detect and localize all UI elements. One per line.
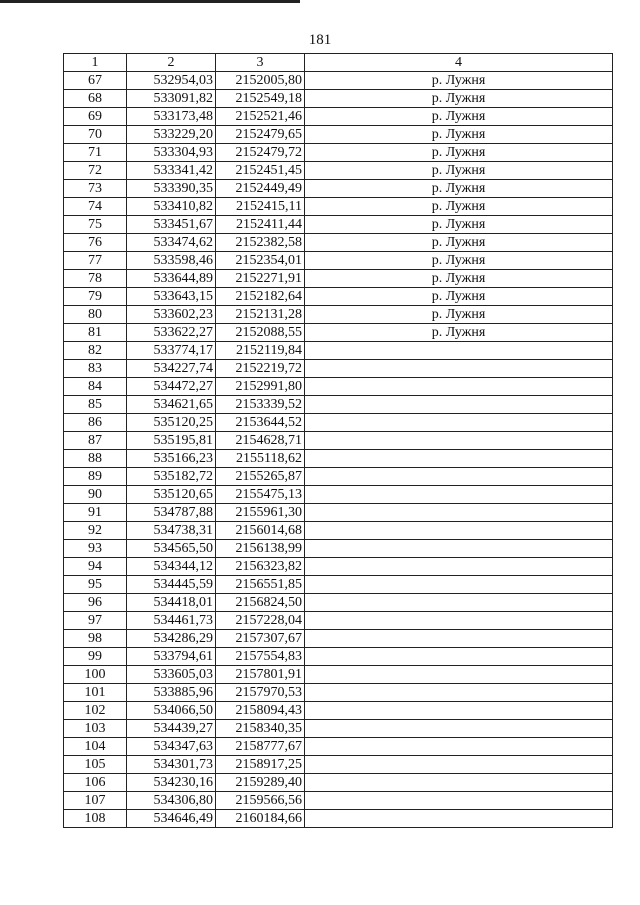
x-coordinate-cell: 534230,16	[127, 774, 216, 792]
note-cell	[305, 540, 613, 558]
note-cell	[305, 558, 613, 576]
column-header-3: 3	[216, 54, 305, 72]
y-coordinate-cell: 2155475,13	[216, 486, 305, 504]
x-coordinate-cell: 535166,23	[127, 450, 216, 468]
point-number-cell: 69	[64, 108, 127, 126]
y-coordinate-cell: 2152451,45	[216, 162, 305, 180]
note-cell	[305, 774, 613, 792]
table-row	[64, 756, 613, 774]
y-coordinate-cell: 2159566,56	[216, 792, 305, 810]
x-coordinate-cell: 534646,49	[127, 810, 216, 828]
x-coordinate-cell: 535120,25	[127, 414, 216, 432]
point-number-cell: 85	[64, 396, 127, 414]
note-cell	[305, 360, 613, 378]
table-row	[64, 792, 613, 810]
x-coordinate-cell: 533229,20	[127, 126, 216, 144]
x-coordinate-cell: 533602,23	[127, 306, 216, 324]
point-number-cell: 98	[64, 630, 127, 648]
point-number-cell: 97	[64, 612, 127, 630]
y-coordinate-cell: 2158094,43	[216, 702, 305, 720]
point-number-cell: 103	[64, 720, 127, 738]
table-row	[64, 486, 613, 504]
point-number-cell: 75	[64, 216, 127, 234]
point-number-cell: 105	[64, 756, 127, 774]
note-cell: р. Лужня	[305, 234, 613, 252]
note-cell: р. Лужня	[305, 216, 613, 234]
note-cell	[305, 504, 613, 522]
note-cell: р. Лужня	[305, 162, 613, 180]
note-cell	[305, 342, 613, 360]
x-coordinate-cell: 534787,88	[127, 504, 216, 522]
column-header-1: 1	[64, 54, 127, 72]
note-cell: р. Лужня	[305, 324, 613, 342]
table-row	[64, 432, 613, 450]
y-coordinate-cell: 2156824,50	[216, 594, 305, 612]
x-coordinate-cell: 534461,73	[127, 612, 216, 630]
x-coordinate-cell: 534301,73	[127, 756, 216, 774]
table-row	[64, 720, 613, 738]
y-coordinate-cell: 2157307,67	[216, 630, 305, 648]
table-row	[64, 468, 613, 486]
point-number-cell: 101	[64, 684, 127, 702]
table-row	[64, 504, 613, 522]
y-coordinate-cell: 2152382,58	[216, 234, 305, 252]
note-cell	[305, 612, 613, 630]
point-number-cell: 70	[64, 126, 127, 144]
table-row	[64, 648, 613, 666]
x-coordinate-cell: 533173,48	[127, 108, 216, 126]
note-cell: р. Лужня	[305, 72, 613, 90]
note-cell	[305, 576, 613, 594]
table-row	[64, 144, 613, 162]
y-coordinate-cell: 2152182,64	[216, 288, 305, 306]
y-coordinate-cell: 2157801,91	[216, 666, 305, 684]
point-number-cell: 99	[64, 648, 127, 666]
table-row	[64, 450, 613, 468]
table-row	[64, 612, 613, 630]
y-coordinate-cell: 2154628,71	[216, 432, 305, 450]
note-cell	[305, 720, 613, 738]
table-row	[64, 234, 613, 252]
x-coordinate-cell: 535195,81	[127, 432, 216, 450]
x-coordinate-cell: 534445,59	[127, 576, 216, 594]
point-number-cell: 108	[64, 810, 127, 828]
table-row	[64, 324, 613, 342]
table-header-row	[64, 54, 613, 72]
page-number: 181	[308, 32, 332, 48]
x-coordinate-cell: 534418,01	[127, 594, 216, 612]
note-cell: р. Лужня	[305, 252, 613, 270]
table-row	[64, 342, 613, 360]
point-number-cell: 72	[64, 162, 127, 180]
note-cell: р. Лужня	[305, 306, 613, 324]
point-number-cell: 78	[64, 270, 127, 288]
point-number-cell: 94	[64, 558, 127, 576]
point-number-cell: 96	[64, 594, 127, 612]
note-cell	[305, 684, 613, 702]
point-number-cell: 93	[64, 540, 127, 558]
x-coordinate-cell: 533794,61	[127, 648, 216, 666]
note-cell: р. Лужня	[305, 126, 613, 144]
x-coordinate-cell: 534621,65	[127, 396, 216, 414]
table-row	[64, 360, 613, 378]
y-coordinate-cell: 2155265,87	[216, 468, 305, 486]
y-coordinate-cell: 2152479,72	[216, 144, 305, 162]
point-number-cell: 68	[64, 90, 127, 108]
point-number-cell: 74	[64, 198, 127, 216]
note-cell	[305, 702, 613, 720]
y-coordinate-cell: 2157970,53	[216, 684, 305, 702]
point-number-cell: 67	[64, 72, 127, 90]
table-row	[64, 162, 613, 180]
y-coordinate-cell: 2158777,67	[216, 738, 305, 756]
x-coordinate-cell: 534227,74	[127, 360, 216, 378]
y-coordinate-cell: 2155961,30	[216, 504, 305, 522]
point-number-cell: 76	[64, 234, 127, 252]
note-cell	[305, 666, 613, 684]
point-number-cell: 84	[64, 378, 127, 396]
table-row	[64, 378, 613, 396]
table-row	[64, 216, 613, 234]
y-coordinate-cell: 2152088,55	[216, 324, 305, 342]
note-cell	[305, 432, 613, 450]
table-row	[64, 108, 613, 126]
column-header-4: 4	[305, 54, 613, 72]
point-number-cell: 87	[64, 432, 127, 450]
x-coordinate-cell: 533304,93	[127, 144, 216, 162]
x-coordinate-cell: 533474,62	[127, 234, 216, 252]
table-row	[64, 540, 613, 558]
y-coordinate-cell: 2160184,66	[216, 810, 305, 828]
x-coordinate-cell: 534344,12	[127, 558, 216, 576]
note-cell: р. Лужня	[305, 108, 613, 126]
point-number-cell: 71	[64, 144, 127, 162]
point-number-cell: 100	[64, 666, 127, 684]
y-coordinate-cell: 2152271,91	[216, 270, 305, 288]
x-coordinate-cell: 533451,67	[127, 216, 216, 234]
y-coordinate-cell: 2152119,84	[216, 342, 305, 360]
x-coordinate-cell: 533605,03	[127, 666, 216, 684]
note-cell: р. Лужня	[305, 90, 613, 108]
note-cell: р. Лужня	[305, 198, 613, 216]
table-row	[64, 252, 613, 270]
x-coordinate-cell: 535120,65	[127, 486, 216, 504]
point-number-cell: 88	[64, 450, 127, 468]
point-number-cell: 79	[64, 288, 127, 306]
point-number-cell: 89	[64, 468, 127, 486]
note-cell	[305, 792, 613, 810]
table-row	[64, 396, 613, 414]
point-number-cell: 83	[64, 360, 127, 378]
x-coordinate-cell: 534347,63	[127, 738, 216, 756]
table-body	[64, 72, 613, 828]
note-cell	[305, 522, 613, 540]
x-coordinate-cell: 533643,15	[127, 288, 216, 306]
y-coordinate-cell: 2156323,82	[216, 558, 305, 576]
x-coordinate-cell: 532954,03	[127, 72, 216, 90]
note-cell	[305, 756, 613, 774]
x-coordinate-cell: 533622,27	[127, 324, 216, 342]
x-coordinate-cell: 533091,82	[127, 90, 216, 108]
column-header-2: 2	[127, 54, 216, 72]
x-coordinate-cell: 533598,46	[127, 252, 216, 270]
table-row	[64, 558, 613, 576]
note-cell	[305, 810, 613, 828]
table-row	[64, 270, 613, 288]
y-coordinate-cell: 2152991,80	[216, 378, 305, 396]
point-number-cell: 73	[64, 180, 127, 198]
y-coordinate-cell: 2152005,80	[216, 72, 305, 90]
table-row	[64, 126, 613, 144]
point-number-cell: 81	[64, 324, 127, 342]
x-coordinate-cell: 533774,17	[127, 342, 216, 360]
point-number-cell: 92	[64, 522, 127, 540]
x-coordinate-cell: 535182,72	[127, 468, 216, 486]
table-row	[64, 414, 613, 432]
table-row	[64, 630, 613, 648]
y-coordinate-cell: 2152219,72	[216, 360, 305, 378]
note-cell	[305, 450, 613, 468]
y-coordinate-cell: 2158917,25	[216, 756, 305, 774]
table-row	[64, 288, 613, 306]
top-edge-rule	[0, 0, 300, 3]
table-row	[64, 198, 613, 216]
y-coordinate-cell: 2152354,01	[216, 252, 305, 270]
table-row	[64, 738, 613, 756]
point-number-cell: 91	[64, 504, 127, 522]
y-coordinate-cell: 2159289,40	[216, 774, 305, 792]
y-coordinate-cell: 2156551,85	[216, 576, 305, 594]
table-row	[64, 306, 613, 324]
y-coordinate-cell: 2157554,83	[216, 648, 305, 666]
note-cell	[305, 486, 613, 504]
x-coordinate-cell: 534738,31	[127, 522, 216, 540]
table-row	[64, 180, 613, 198]
y-coordinate-cell: 2152415,11	[216, 198, 305, 216]
y-coordinate-cell: 2152549,18	[216, 90, 305, 108]
note-cell	[305, 468, 613, 486]
y-coordinate-cell: 2152131,28	[216, 306, 305, 324]
x-coordinate-cell: 534306,80	[127, 792, 216, 810]
table-row	[64, 594, 613, 612]
x-coordinate-cell: 534439,27	[127, 720, 216, 738]
note-cell	[305, 378, 613, 396]
y-coordinate-cell: 2152411,44	[216, 216, 305, 234]
x-coordinate-cell: 533410,82	[127, 198, 216, 216]
note-cell	[305, 738, 613, 756]
x-coordinate-cell: 534565,50	[127, 540, 216, 558]
point-number-cell: 95	[64, 576, 127, 594]
note-cell: р. Лужня	[305, 180, 613, 198]
coordinates-table	[63, 53, 613, 828]
y-coordinate-cell: 2158340,35	[216, 720, 305, 738]
y-coordinate-cell: 2156014,68	[216, 522, 305, 540]
note-cell	[305, 414, 613, 432]
note-cell: р. Лужня	[305, 144, 613, 162]
table-row	[64, 576, 613, 594]
note-cell: р. Лужня	[305, 270, 613, 288]
y-coordinate-cell: 2152479,65	[216, 126, 305, 144]
y-coordinate-cell: 2153644,52	[216, 414, 305, 432]
x-coordinate-cell: 534066,50	[127, 702, 216, 720]
note-cell	[305, 630, 613, 648]
x-coordinate-cell: 534286,29	[127, 630, 216, 648]
point-number-cell: 107	[64, 792, 127, 810]
table-row	[64, 522, 613, 540]
x-coordinate-cell: 533390,35	[127, 180, 216, 198]
point-number-cell: 77	[64, 252, 127, 270]
table-row	[64, 684, 613, 702]
table-row	[64, 810, 613, 828]
point-number-cell: 104	[64, 738, 127, 756]
note-cell	[305, 648, 613, 666]
x-coordinate-cell: 533644,89	[127, 270, 216, 288]
point-number-cell: 106	[64, 774, 127, 792]
table-row	[64, 702, 613, 720]
table-row	[64, 666, 613, 684]
point-number-cell: 86	[64, 414, 127, 432]
table-row	[64, 72, 613, 90]
y-coordinate-cell: 2157228,04	[216, 612, 305, 630]
y-coordinate-cell: 2155118,62	[216, 450, 305, 468]
point-number-cell: 82	[64, 342, 127, 360]
x-coordinate-cell: 533341,42	[127, 162, 216, 180]
note-cell: р. Лужня	[305, 288, 613, 306]
y-coordinate-cell: 2152449,49	[216, 180, 305, 198]
point-number-cell: 102	[64, 702, 127, 720]
y-coordinate-cell: 2152521,46	[216, 108, 305, 126]
note-cell	[305, 594, 613, 612]
x-coordinate-cell: 533885,96	[127, 684, 216, 702]
x-coordinate-cell: 534472,27	[127, 378, 216, 396]
table-row	[64, 90, 613, 108]
note-cell	[305, 396, 613, 414]
point-number-cell: 90	[64, 486, 127, 504]
y-coordinate-cell: 2153339,52	[216, 396, 305, 414]
y-coordinate-cell: 2156138,99	[216, 540, 305, 558]
point-number-cell: 80	[64, 306, 127, 324]
table-row	[64, 774, 613, 792]
